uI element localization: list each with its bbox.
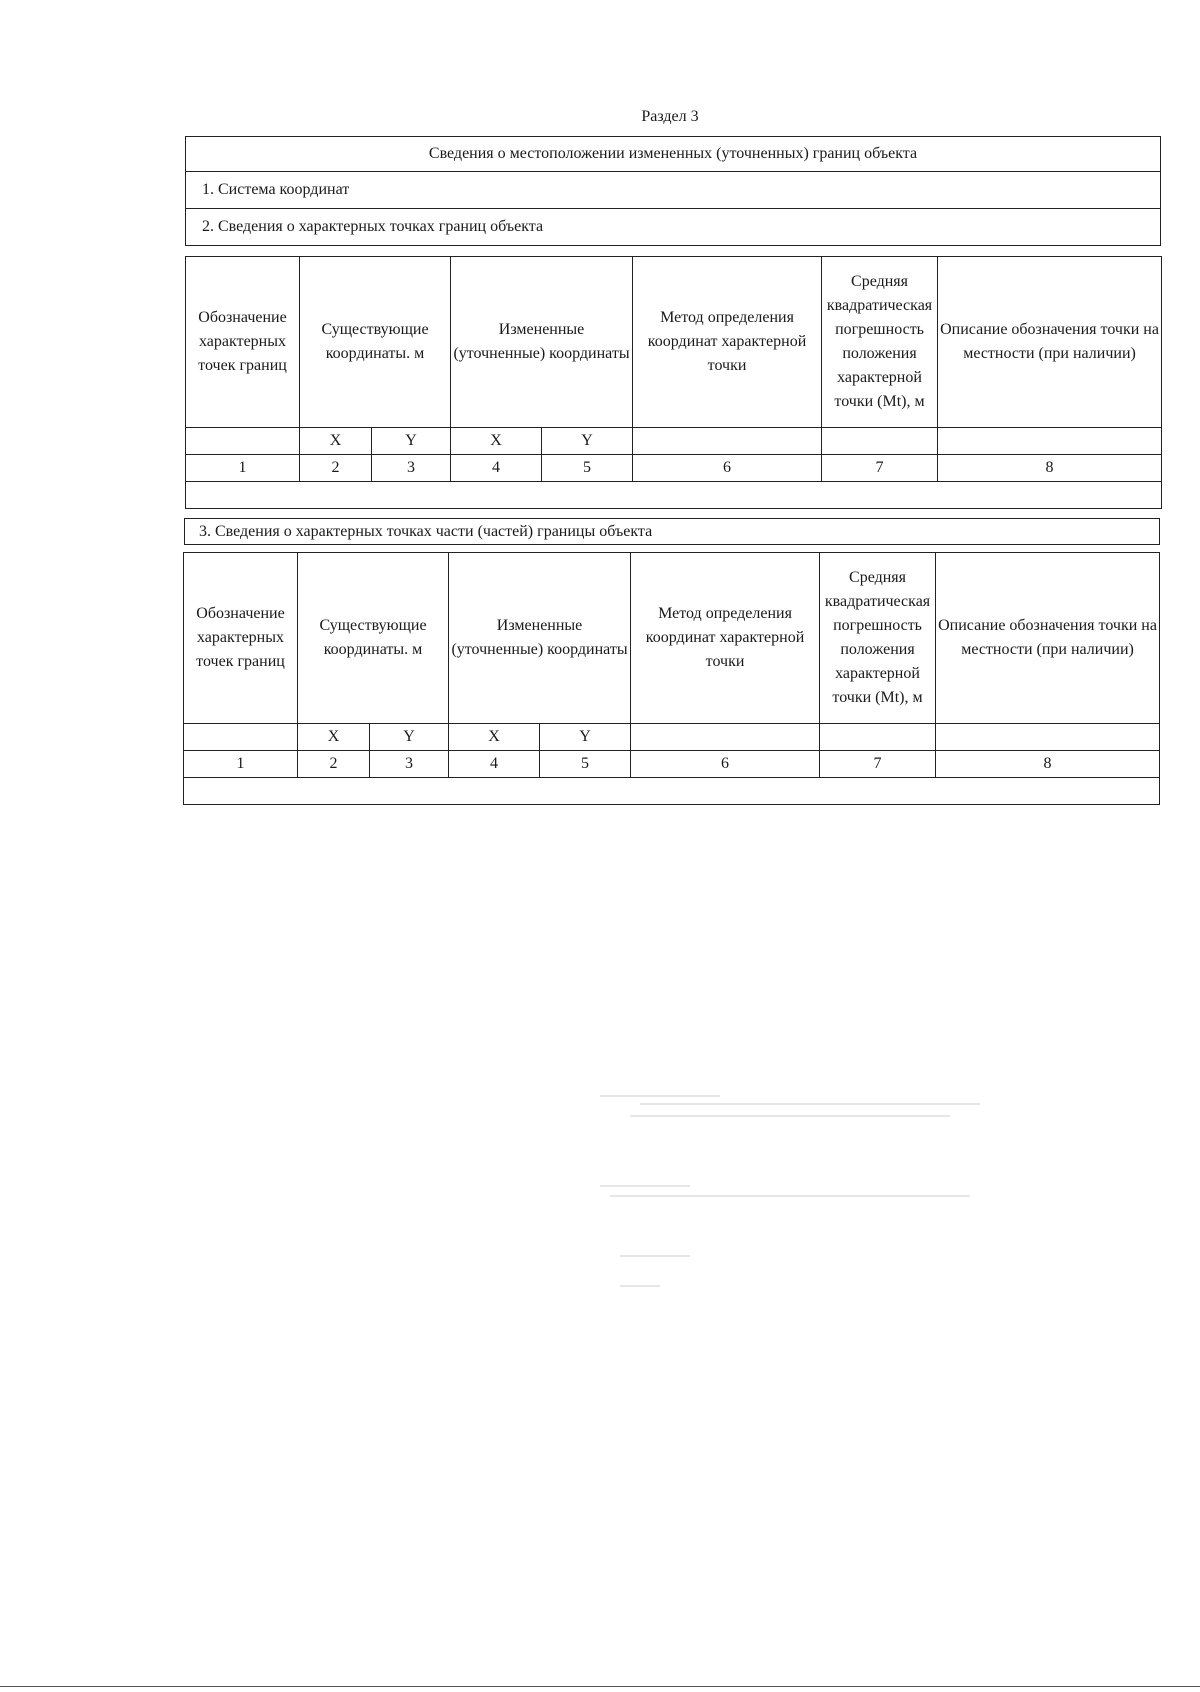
table-cell — [633, 428, 822, 455]
table-cell — [186, 482, 1162, 509]
table-empty-row — [186, 482, 1162, 509]
table-xy-row — [184, 724, 1160, 751]
col-point-designation: Обозначение характерных точек границ — [186, 257, 300, 428]
y-label: Y — [370, 724, 449, 751]
y-label: Y — [540, 724, 631, 751]
table-header-row — [184, 553, 1160, 724]
col-existing-coords: Существующие координаты. м — [300, 257, 451, 428]
col-number: 5 — [542, 455, 633, 482]
table-cell — [184, 724, 298, 751]
col-number: 4 — [449, 751, 540, 778]
table-empty-row — [184, 778, 1160, 805]
col-number: 1 — [184, 751, 298, 778]
col-number: 2 — [300, 455, 372, 482]
y-label: Y — [372, 428, 451, 455]
col-error: Средняя квадратическая погрешность положения характерной точки (Mt), м — [822, 257, 938, 428]
parts-table — [183, 552, 1160, 805]
col-number: 7 — [820, 751, 936, 778]
col-existing-coords: Существующие координаты. м — [298, 553, 449, 724]
main-header-text: Сведения о местоположении измененных (уточненных) границ объекта — [428, 145, 918, 162]
col-number: 6 — [633, 455, 822, 482]
main-header — [185, 136, 1161, 172]
col-number: 8 — [938, 455, 1162, 482]
table-number-row — [186, 455, 1162, 482]
parts-header-label: 3. Сведения о характерных точках части (частей) границы объекта — [199, 522, 653, 540]
col-number: 4 — [451, 455, 542, 482]
parts-header-row — [184, 518, 1160, 545]
col-number: 8 — [936, 751, 1160, 778]
col-number: 3 — [370, 751, 449, 778]
points-table — [185, 256, 1162, 509]
points-header-label: 2. Сведения о характерных точках границ объекта — [202, 218, 544, 235]
col-description: Описание обозначения точки на местности (при наличии) — [936, 553, 1160, 724]
col-method: Метод определения координат характерной точки — [633, 257, 822, 428]
col-number: 5 — [540, 751, 631, 778]
col-description: Описание обозначения точки на местности (при наличии) — [938, 257, 1162, 428]
x-label: X — [449, 724, 540, 751]
table-cell — [186, 428, 300, 455]
col-number: 2 — [298, 751, 370, 778]
page-bottom-rule — [0, 1686, 1200, 1687]
table-number-row — [184, 751, 1160, 778]
section-title: Раздел 3 — [641, 108, 699, 125]
table-header-row — [186, 257, 1162, 428]
col-number: 3 — [372, 455, 451, 482]
points-header-row — [185, 208, 1161, 246]
table-cell — [631, 724, 820, 751]
table-cell — [936, 724, 1160, 751]
x-label: X — [451, 428, 542, 455]
col-changed-coords: Измененные (уточненные) координаты — [451, 257, 633, 428]
table-cell — [184, 778, 1160, 805]
col-point-designation: Обозначение характерных точек границ — [184, 553, 298, 724]
col-method: Метод определения координат характерной точки — [631, 553, 820, 724]
table-xy-row — [186, 428, 1162, 455]
col-error: Средняя квадратическая погрешность положения характерной точки (Mt), м — [820, 553, 936, 724]
coord-system-label: 1. Система координат — [202, 181, 350, 198]
col-changed-coords: Измененные (уточненные) координаты — [449, 553, 631, 724]
scan-bleed-through — [600, 1085, 980, 1305]
table-cell — [822, 428, 938, 455]
coord-system-row — [185, 171, 1161, 209]
col-number: 1 — [186, 455, 300, 482]
col-number: 7 — [822, 455, 938, 482]
y-label: Y — [542, 428, 633, 455]
x-label: X — [298, 724, 370, 751]
table-cell — [938, 428, 1162, 455]
table-cell — [820, 724, 936, 751]
col-number: 6 — [631, 751, 820, 778]
x-label: X — [300, 428, 372, 455]
